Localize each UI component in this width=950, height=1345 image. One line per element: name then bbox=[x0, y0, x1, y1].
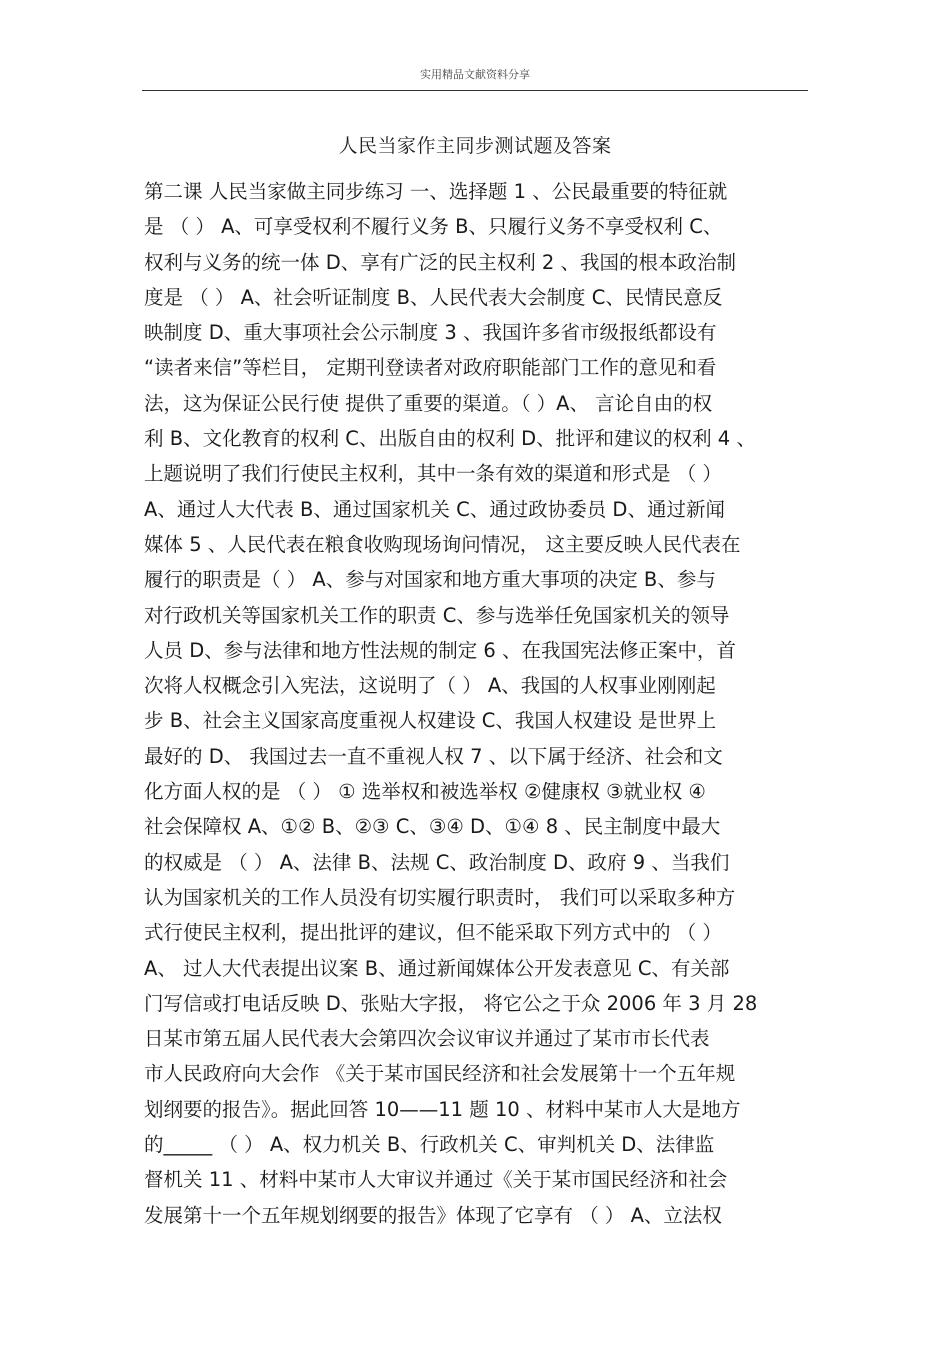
body-text-line: 的权威是 （ ） A、法律 B、法规 C、政治制度 D、政府 9 、当我们 bbox=[144, 850, 730, 874]
document-body bbox=[144, 174, 810, 1233]
body-text-line: 上题说明了我们行使民主权利，其中一条有效的渠道和形式是 （ ） bbox=[144, 462, 722, 486]
body-text-line: 利 B、文化教育的权利 C、出版自由的权利 D、批评和建议的权利 4 、 bbox=[144, 427, 756, 451]
body-text-line: 人员 D、参与法律和地方性法规的制定 6 、在我国宪法修正案中，首 bbox=[144, 638, 737, 662]
body-text-line: 日某市第五届人民代表大会第四次会议审议并通过了某市市长代表 bbox=[144, 1027, 710, 1051]
body-text-line: 权利与义务的统一体 D、享有广泛的民主权利 2 、我国的根本政治制 bbox=[144, 250, 737, 274]
body-text-line: A、通过人大代表 B、通过国家机关 C、通过政协委员 D、通过新闻 bbox=[144, 497, 725, 521]
body-text-line: 法，这为保证公民行使 提供了重要的渠道。（ ）A、 言论自由的权 bbox=[144, 391, 713, 415]
body-text-line: A、 过人大代表提出议案 B、通过新闻媒体公开发表意见 C、有关部 bbox=[144, 956, 730, 980]
body-text-line: 媒体 5 、人民代表在粮食收购现场询问情况， 这主要反映人民代表在 bbox=[144, 532, 741, 556]
header-divider bbox=[142, 90, 808, 91]
body-text-line: 督机关 11 、材料中某市人大审议并通过《关于某市国民经济和社会 bbox=[144, 1168, 728, 1192]
body-text-line: 门写信或打电话反映 D、张贴大字报， 将它公之于众 2006 年 3 月 28 bbox=[144, 991, 758, 1015]
body-text-line: 步 B、社会主义国家高度重视人权建设 C、我国人权建设 是世界上 bbox=[144, 709, 717, 733]
body-text-line: 对行政机关等国家机关工作的职责 C、参与选举任免国家机关的领导 bbox=[144, 603, 730, 627]
body-text-line: 的_____ （ ） A、权力机关 B、行政机关 C、审判机关 D、法律监 bbox=[144, 1133, 715, 1157]
page-header: 实用精品文献资料分享 bbox=[420, 68, 530, 81]
body-text-line: 市人民政府向大会作 《关于某市国民经济和社会发展第十一个五年规 bbox=[144, 1062, 736, 1086]
body-text-line: 最好的 D、 我国过去一直不重视人权 7 、以下属于经济、社会和文 bbox=[144, 744, 723, 768]
body-text-line: 映制度 D、重大事项社会公示制度 3 、我国许多省市级报纸都设有 bbox=[144, 321, 717, 345]
body-text-line: 履行的职责是（ ） A、参与对国家和地方重大事项的决定 B、参与 bbox=[144, 568, 716, 592]
body-text-line: 度是 （ ） A、社会听证制度 B、人民代表大会制度 C、民情民意反 bbox=[144, 285, 723, 309]
body-text-line: 化方面人权的是 （ ） ① 选举权和被选举权 ②健康权 ③就业权 ④ bbox=[144, 780, 706, 804]
body-text-line: 第二课 人民当家做主同步练习 一、选择题 1 、公民最重要的特征就 bbox=[144, 180, 728, 203]
document-title: 人民当家作主同步测试题及答案 bbox=[338, 135, 612, 157]
body-text-line: “读者来信”等栏目， 定期刊登读者对政府职能部门工作的意见和看 bbox=[144, 356, 717, 380]
body-text-line: 社会保障权 A、①② B、②③ C、③④ D、①④ 8 、民主制度中最大 bbox=[144, 815, 721, 839]
body-text-line: 认为国家机关的工作人员没有切实履行职责时， 我们可以采取多种方 bbox=[144, 885, 736, 909]
body-text-line: 次将人权概念引入宪法，这说明了（ ） A、我国的人权事业刚刚起 bbox=[144, 674, 716, 698]
body-text-line: 划纲要的报告》。据此回答 10——11 题 10 、材料中某市人大是地方 bbox=[144, 1097, 741, 1121]
body-text-line: 式行使民主权利，提出批评的建议，但不能采取下列方式中的 （ ） bbox=[144, 921, 722, 945]
body-text-line: 发展第十一个五年规划纲要的报告》体现了它享有 （ ） A、立法权 bbox=[144, 1203, 722, 1227]
body-text-line: 是 （ ） A、可享受权利不履行义务 B、只履行义务不享受权利 C、 bbox=[144, 215, 723, 239]
